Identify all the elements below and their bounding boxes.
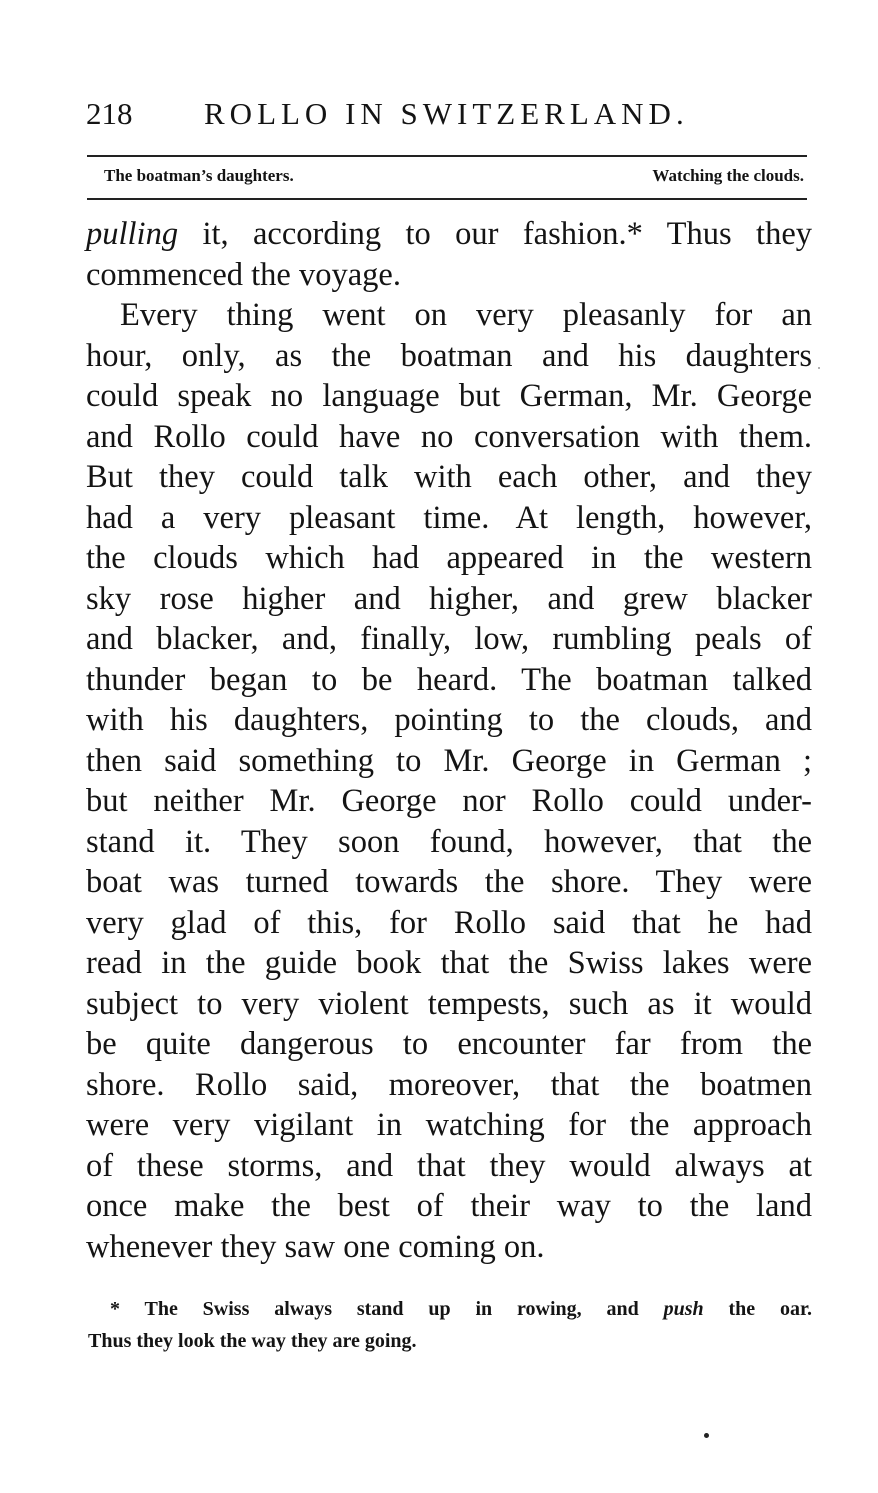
- text-line: had a very pleasant time. At length, however,: [86, 499, 812, 536]
- body-text: [86, 214, 812, 1267]
- text-line: and blacker, and, finally, low, rumbling peals of: [86, 621, 812, 657]
- footnote-line: Thus they look the way they are going.: [88, 1330, 417, 1352]
- text-line: [86, 214, 812, 255]
- text-line: boat was turned towards the shore. They were: [86, 864, 812, 900]
- header-rule-top: [87, 155, 807, 157]
- header-rule-bottom: [87, 198, 807, 200]
- italic-word: push: [663, 1298, 704, 1320]
- text-line: commenced the voyage.: [86, 256, 401, 293]
- text-line: once make the best of their way to the land: [86, 1188, 812, 1224]
- text-line: subject to very violent tempests, such as it would: [86, 985, 812, 1022]
- ink-speck: [704, 1433, 709, 1438]
- text-line: be quite dangerous to encounter far from the: [86, 1026, 812, 1062]
- text-line: but neither Mr. George nor Rollo could under-: [86, 783, 812, 819]
- text-line: whenever they saw one coming on.: [86, 1228, 545, 1265]
- text-line: stand it. They soon found, however, that the: [86, 823, 812, 860]
- subhead-left: The boatman’s daughters.: [104, 166, 294, 185]
- text-line: thunder began to be heard. The boatman talked: [86, 661, 812, 698]
- text-line: But they could talk with each other, and they: [86, 459, 812, 495]
- text-line: sky rose higher and higher, and grew blacker: [86, 580, 812, 617]
- footnote-text: the oar.: [703, 1298, 813, 1320]
- text-line: then said something to Mr. George in German ;: [86, 742, 812, 779]
- ink-speck: [818, 367, 820, 369]
- subhead-right: Watching the clouds.: [652, 166, 804, 185]
- book-title: ROLLO IN SWITZERLAND.: [204, 96, 689, 131]
- text-line: of these storms, and that they would always at: [86, 1147, 812, 1184]
- running-head: [86, 96, 806, 140]
- paragraph-first-line: Every thing went on very pleasanly for an: [120, 297, 812, 333]
- text-line: very glad of this, for Rollo said that he had: [86, 904, 812, 941]
- footnote-text: * The Swiss always stand up in rowing, and: [110, 1298, 664, 1320]
- text-line: hour, only, as the boatman and his daughters: [86, 337, 812, 374]
- text-line-rest: it, according to our fashion.* Thus they: [178, 216, 812, 252]
- italic-word: pulling: [86, 216, 179, 252]
- footnote: [88, 1293, 812, 1357]
- text-line: could speak no language but German, Mr. George: [86, 378, 812, 414]
- text-line: shore. Rollo said, moreover, that the boatmen: [86, 1066, 812, 1103]
- text-line: read in the guide book that the Swiss lakes were: [86, 945, 812, 981]
- page-number: 218: [86, 96, 133, 131]
- text-line: and Rollo could have no conversation with them.: [86, 418, 812, 455]
- text-line: with his daughters, pointing to the clouds, and: [86, 702, 812, 738]
- text-line: the clouds which had appeared in the western: [86, 540, 812, 576]
- footnote-line: [88, 1293, 812, 1325]
- text-line: were very vigilant in watching for the approach: [86, 1107, 812, 1143]
